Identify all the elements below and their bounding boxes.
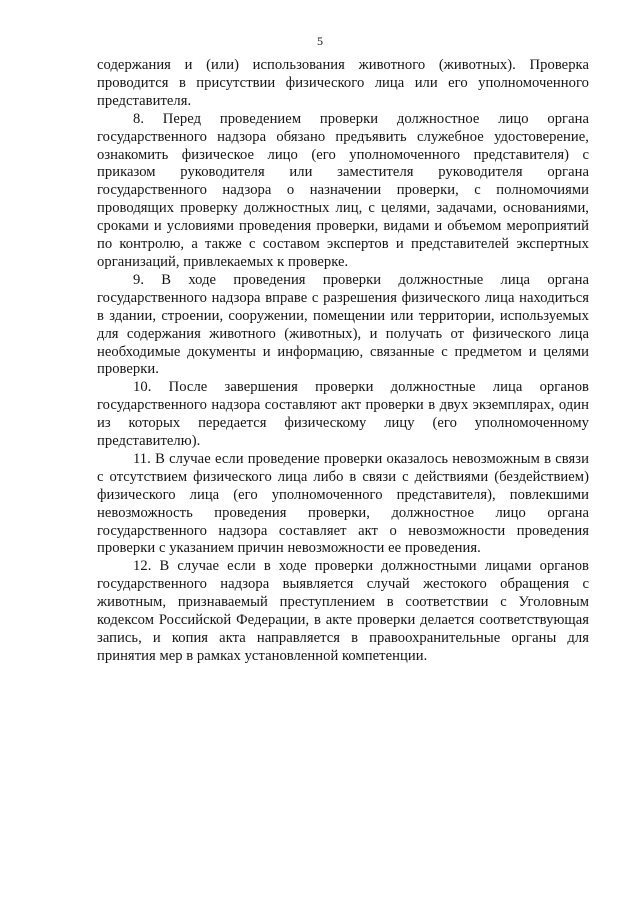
page-number: 5	[317, 34, 323, 48]
document-body	[97, 57, 589, 666]
paragraph-12: 12. В случае если в ходе проверки должностными лицами органов государственного надзора выявляется случай жестокого обращения с животным, признаваемый преступлением в соответствии с Уголовным кодексом Российской Федерации, в акте проверки делается соответствующая запись, и копия акта направляется в правоохранительные органы для принятия мер в рамках установленной компетенции.	[97, 558, 589, 664]
paragraph-11: 11. В случае если проведение проверки оказалось невозможным в связи с отсутствием физического лица либо в связи с действиями (бездействием) физического лица (его уполномоченного представителя), повлекшими невозможность проведения проверки, должностное лицо органа государственного надзора составляет акт о невозможности проведения проверки с указанием причин невозможности ее проведения.	[97, 450, 589, 557]
paragraph-8: 8. Перед проведением проверки должностное лицо органа государственного надзора обязано предъявить служебное удостоверение, ознакомить физическое лицо (его уполномоченного представителя) с приказом руководителя или заместителя руководителя органа государственного надзора о назначении проверки, с полномочиями проводящих проверку должностных лиц, с целями, задачами, основаниями, сроками и условиями проведения проверки, видами и объемом мероприятий по контролю, а также с составом экспертов и представителей экспертных организаций, привлекаемых к проверке.	[97, 110, 589, 270]
paragraph-9: 9. В ходе проведения проверки должностные лица органа государственного надзора вправе с разрешения физического лица находиться в здании, строении, сооружении, помещении или территории, используемых для содержания животного (животных), и получать от физического лица необходимые документы и информацию, связанные с предметом и целями проверки.	[97, 271, 589, 378]
paragraph-10: 10. После завершения проверки должностные лица органов государственного надзора составляют акт проверки в двух экземплярах, один из которых передается физическому лицу (его уполномоченному представителю).	[97, 379, 589, 450]
paragraph-continuation: содержания и (или) использования животного (животных). Проверка проводится в присутствии физического лица или его уполномоченного представителя.	[97, 57, 589, 109]
